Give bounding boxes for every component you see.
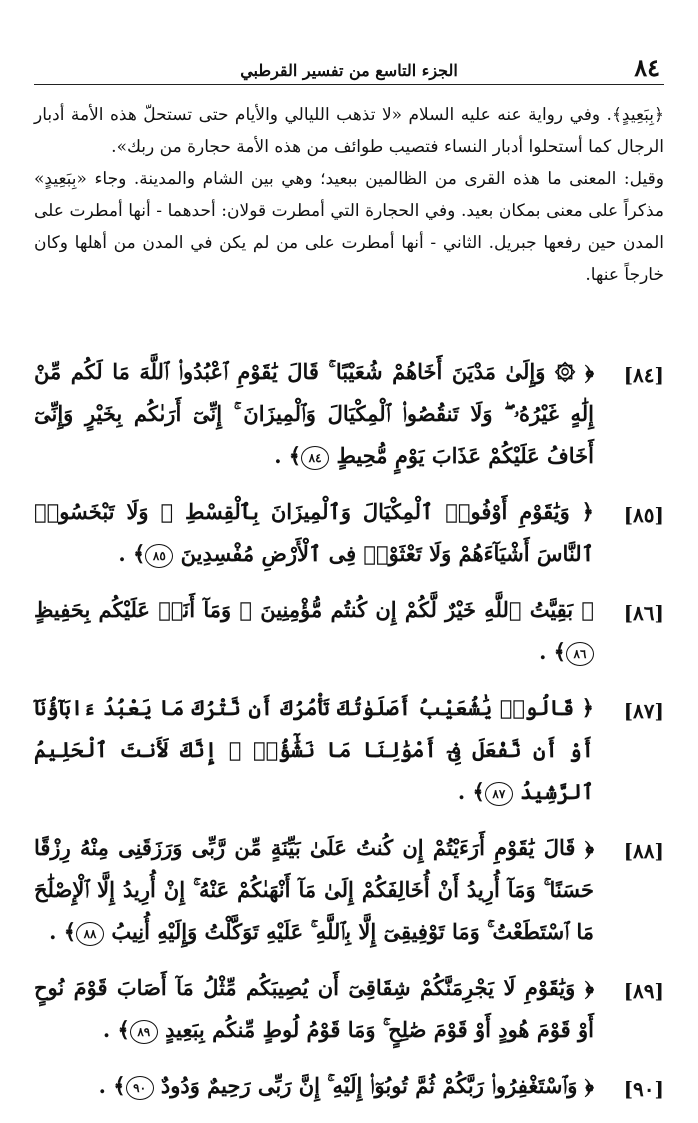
ayah-end-marker: ٨٦: [566, 642, 594, 666]
verse-number: [٨٦]: [623, 601, 664, 625]
ayah-end-marker: ٨٥: [145, 544, 173, 568]
page-header: [34, 50, 664, 85]
verse-text: ﴿ وَٱسْتَغْفِرُوا۟ رَبَّكُمْ ثُمَّ تُوبُوٓا۟ إِلَيْهِ ۚ إِنَّ رَبِّى رَحِيمٌ وَدُودٌ: [160, 1073, 594, 1098]
verse-84: [34, 351, 664, 477]
verse-86: [34, 589, 664, 673]
verse-text: ﴿ قَالَ يَٰقَوْمِ أَرَءَيْتُمْ إِن كُنتُ عَلَىٰ بَيِّنَةٍ مِّن رَّبِّى وَرَزَقَنِى مِنْهُ رِزْقًا حَسَنًا ۚ وَمَآ أُرِيدُ أَنْ أُخَالِفَكُمْ إِلَىٰ مَآ أَنْهَىٰكُمْ عَنْهُ ۚ إِنْ أُرِيدُ إِلَّا ٱلْإِصْلَٰحَ مَا ٱسْتَطَعْتُ ۚ وَمَا تَوْفِيقِىٓ إِلَّا بِٱللَّهِ ۚ عَلَيْهِ تَوَكَّلْتُ وَإِلَيْهِ أُنِيبُ: [34, 835, 594, 944]
verse-number: [٨٥]: [623, 503, 664, 527]
page: [34, 50, 664, 1123]
closing-bracket: ﴾ .: [49, 919, 77, 944]
verse-85: [34, 491, 664, 575]
verse-list: [34, 351, 664, 1109]
ayah-end-marker: ٩٠: [126, 1076, 154, 1100]
closing-bracket: ﴾ .: [118, 541, 146, 566]
ayah-end-marker: ٨٧: [485, 782, 513, 806]
closing-bracket: ﴾ .: [539, 639, 566, 664]
commentary-paragraph: ﴿بِبَعِيدٍ﴾. وفي رواية عنه عليه السلام «لا تذهب الليالي والأيام حتى تستحلّ هذه الأمة أدبار الرجال كما أستحلوا أدبار النساء فتصيب طوائف من هذه الأمة حجارة من ربك».: [34, 105, 664, 157]
commentary-paragraph: وقيل: المعنى ما هذه القرى من الظالمين ببعيد؛ وهي بين الشام والمدينة. وجاء «بِبَعِيدٍ» مذكراً على معنى بمكان بعيد. وفي الحجارة التي أمطرت قولان: أحدهما - أنها أمطرت على المدن حين رفعها جبريل. الثاني - أنها أمطرت على من لم يكن في المدن من أهلها وكان خارجاً عنها.: [34, 169, 664, 285]
ayah-end-marker: ٨٩: [130, 1020, 158, 1044]
verse-number: [٨٧]: [623, 699, 664, 723]
verse-text: ﴿ وَيَٰقَوْمِ أَوْفُوا۟ ٱلْمِكْيَالَ وَٱلْمِيزَانَ بِٱلْقِسْطِ ۖ وَلَا تَبْخَسُوا۟ ٱلنَّاسَ أَشْيَآءَهُمْ وَلَا تَعْثَوْا۟ فِى ٱلْأَرْضِ مُفْسِدِينَ: [34, 499, 594, 566]
running-title: الجزء التاسع من تفسير القرطبي: [240, 61, 458, 80]
closing-bracket: ﴾ .: [102, 1017, 130, 1042]
page-number: ٨٤: [634, 53, 660, 82]
verse-89: [34, 967, 664, 1051]
verse-text: ﴿ ۞ وَإِلَىٰ مَدْيَنَ أَخَاهُمْ شُعَيْبًا ۚ قَالَ يَٰقَوْمِ ٱعْبُدُوا۟ ٱللَّهَ مَا لَكُم مِّنْ إِلَٰهٍ غَيْرُهُۥ ۖ وَلَا تَنقُصُوا۟ ٱلْمِكْيَالَ وَٱلْمِيزَانَ ۚ إِنِّىٓ أَرَىٰكُم بِخَيْرٍ وَإِنِّىٓ أَخَافُ عَلَيْكُمْ عَذَابَ يَوْمٍ مُّحِيطٍ: [34, 359, 594, 468]
verse-text: ﴿ وَيَٰقَوْمِ لَا يَجْرِمَنَّكُمْ شِقَاقِىٓ أَن يُصِيبَكُم مِّثْلُ مَآ أَصَابَ قَوْمَ نُوحٍ أَوْ قَوْمَ هُودٍ أَوْ قَوْمَ صَٰلِحٍ ۚ وَمَا قَوْمُ لُوطٍ مِّنكُم بِبَعِيدٍ: [34, 975, 594, 1042]
verse-number: [٨٩]: [623, 979, 664, 1003]
closing-bracket: ﴾ .: [274, 443, 302, 468]
verse-text: ﴿ قَالُوا۟ يَٰشُعَيْبُ أَصَلَوٰتُكَ تَأْمُرُكَ أَن نَّتْرُكَ مَا يَعْبُدُ ءَابَآؤُنَآ أَوْ أَن نَّفْعَلَ فِىٓ أَمْوَٰلِنَا مَا نَشَٰٓؤُا۟ ۖ إِنَّكَ لَأَنتَ ٱلْحَلِيمُ ٱلرَّشِيدُ: [34, 695, 594, 804]
verse-88: [34, 827, 664, 953]
verse-text: ﴿ بَقِيَّتُ ٱللَّهِ خَيْرٌ لَّكُمْ إِن كُنتُم مُّؤْمِنِينَ ۚ وَمَآ أَنَا۠ عَلَيْكُم بِحَفِيظٍ: [34, 597, 594, 622]
ayah-end-marker: ٨٨: [76, 922, 104, 946]
closing-bracket: ﴾ .: [98, 1073, 126, 1098]
verse-87: [34, 687, 664, 813]
verse-number: [٨٨]: [623, 839, 664, 863]
ayah-end-marker: ٨٤: [301, 446, 329, 470]
closing-bracket: ﴾ .: [457, 779, 485, 804]
verse-number: [٩٠]: [623, 1077, 664, 1101]
commentary-text: [34, 99, 664, 291]
verse-90: [34, 1065, 664, 1109]
verse-number: [٨٤]: [623, 363, 664, 387]
